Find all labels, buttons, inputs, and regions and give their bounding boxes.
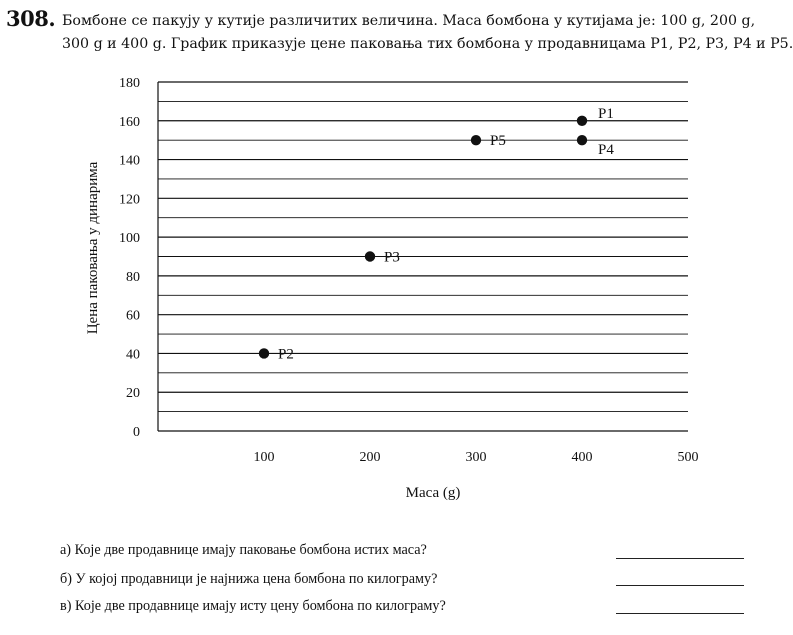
y-axis-title: Цена паковања у динарима [85,161,101,335]
data-points [259,106,615,363]
answer-line-a[interactable] [616,557,744,559]
point-label-p2: P2 [278,346,294,363]
y-tick-label-140: 140 [119,153,140,169]
grid-lines [158,82,688,431]
point-label-p1: P1 [598,105,614,122]
y-tick-label-20: 20 [126,386,140,402]
point-p1 [577,116,587,126]
point-p3 [365,251,375,261]
question-a: а) Које две продавнице имају паковање бомбона истих маса? [60,542,427,558]
point-label-p3: P3 [384,249,400,266]
x-tick-labels [254,450,699,465]
answer-line-v[interactable] [616,612,744,614]
x-axis-title: Маса (g) [405,485,461,501]
question-b: б) У којој продавници је најнижа цена бомбона по килограму? [60,571,438,587]
x-tick-label-400: 400 [571,450,593,465]
y-tick-label-80: 80 [126,269,140,285]
y-tick-label-60: 60 [126,308,140,324]
problem-text-line-1: Бомбоне се пакују у кутије различитих величина. Маса бомбона у кутијама је: 100 g, 200 g, [62,13,756,29]
point-label-p4: P4 [598,142,614,159]
x-tick-label-100: 100 [253,450,275,465]
y-tick-labels [119,76,140,440]
y-tick-label-120: 120 [119,192,140,208]
x-tick-label-200: 200 [359,450,381,465]
problem-text-line-2: 300 g и 400 g. График приказује цене паковања тих бомбона у продавницама P1, P2, P3, P4 и P5. [62,36,793,52]
answer-line-b[interactable] [616,584,744,586]
x-tick-label-300: 300 [465,450,487,465]
y-tick-label-160: 160 [119,114,140,130]
point-p2 [259,348,269,358]
point-label-p5: P5 [490,133,506,150]
y-tick-label-40: 40 [126,347,140,363]
y-tick-label-0: 0 [133,425,140,440]
question-v: в) Које две продавнице имају исту цену бомбона по килограму? [60,598,446,614]
x-tick-label-500: 500 [677,450,699,465]
point-p5 [471,135,481,145]
y-tick-label-100: 100 [119,231,140,247]
point-p4 [577,135,587,145]
problem-number: 308. [6,6,56,31]
y-tick-label-180: 180 [119,76,140,91]
